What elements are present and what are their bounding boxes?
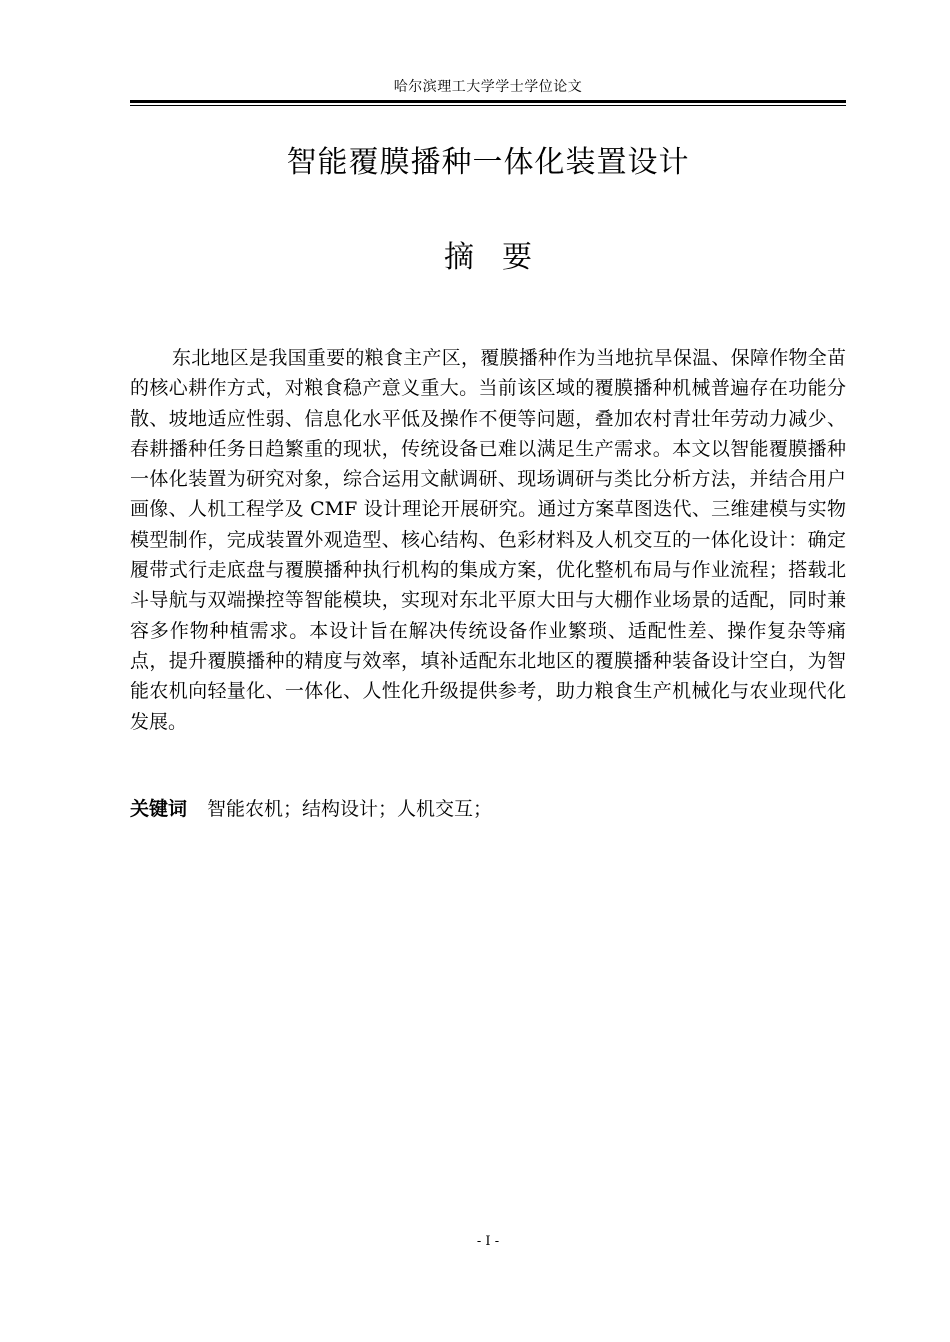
keywords-text: 智能农机；结构设计；人机交互； bbox=[207, 798, 493, 820]
thesis-title: 智能覆膜播种一体化装置设计 bbox=[286, 145, 690, 180]
running-header: 哈尔滨理工大学学士学位论文 bbox=[393, 79, 583, 95]
abstract-body: 东北地区是我国重要的粮食主产区，覆膜播种作为当地抗旱保温、保障作物全苗的核心耕作方式，对粮食稳产意义重大。当前该区域的覆膜播种机械普遍存在功能分散、坡地适应性弱、信息化水平低及操作不便等问题，叠加农村青壮年劳动力减少、春耕播种任务日趋繁重的现状，传统设备已难以满足生产需求。本文以智能覆膜播种一体化装置为研究对象，综合运用文献调研、现场调研与类比分析方法，并结合用户画像、人机工程学及 CMF 设计理论开展研究。通过方案草图迭代、三维建模与实物模型制作，完成装置外观造型、核心结构、色彩材料及人机交互的一体化设计：确定履带式行走底盘与覆膜播种执行机构的集成方案，优化整机布局与作业流程；搭载北斗导航与双端操控等智能模块，实现对东北平原大田与大棚作业场景的适配，同时兼容多作物种植需求。本设计旨在解决传统设备作业繁琐、适配性差、操作复杂等痛点，提升覆膜播种的精度与效率，填补适配东北地区的覆膜播种装备设计空白，为智能农机向轻量化、一体化、人性化升级提供参考，助力粮食生产机械化与农业现代化发展。 bbox=[130, 347, 846, 733]
header-rule-thin bbox=[130, 105, 846, 106]
keywords-label: 关键词 bbox=[130, 798, 188, 820]
header-rule-thick bbox=[130, 100, 846, 103]
page-number: - I - bbox=[476, 1234, 500, 1249]
keywords-line bbox=[130, 794, 846, 824]
abstract-heading: 摘要 bbox=[444, 240, 560, 275]
